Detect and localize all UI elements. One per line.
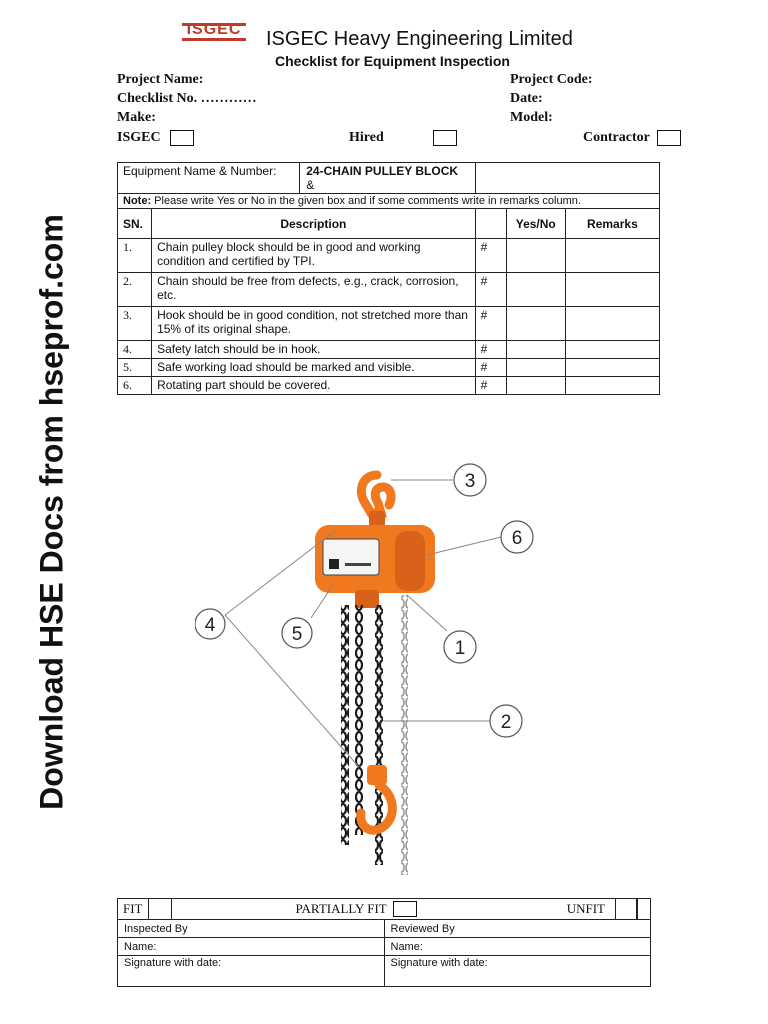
make-label: Make:: [117, 110, 156, 125]
fit-checkbox[interactable]: [149, 899, 172, 919]
note-cell: [118, 194, 660, 209]
row-description: Chain pulley block should be in good and working condition and certified by TPI.: [152, 239, 476, 273]
fit-label: FIT: [118, 899, 149, 919]
equipment-blank: [475, 163, 659, 194]
row-yesno-input[interactable]: [506, 273, 565, 307]
hoist-side-cover: [395, 531, 425, 591]
header-yesno: Yes/No: [506, 209, 565, 239]
row-description: Rotating part should be covered.: [152, 377, 476, 395]
row-remarks-input[interactable]: [565, 307, 659, 341]
load-chain-middle: [355, 605, 363, 835]
contractor-option-label: Contractor: [583, 130, 650, 146]
isgec-option: [117, 130, 194, 146]
callout-1-label: 1: [454, 638, 466, 659]
callout-5-label: 5: [291, 624, 303, 645]
note-label: Note:: [123, 195, 152, 207]
hired-option: [349, 130, 457, 146]
row-yesno-input[interactable]: [506, 341, 565, 359]
row-sn: 6.: [118, 377, 152, 395]
label-plate-mark: [329, 559, 339, 569]
table-row: [118, 377, 660, 395]
row-remarks-input[interactable]: [565, 359, 659, 377]
callout-1: [444, 631, 476, 663]
row-yesno-input[interactable]: [506, 239, 565, 273]
row-description: Safety latch should be in hook.: [152, 341, 476, 359]
row-sn: 2.: [118, 273, 152, 307]
isgec-logo: [182, 20, 246, 46]
row-sn: 3.: [118, 307, 152, 341]
inspected-row: [118, 920, 651, 938]
row-mark: #: [475, 239, 506, 273]
table-row: [118, 359, 660, 377]
name-right-field[interactable]: Name:: [384, 938, 651, 956]
partially-fit-label: PARTIALLY FIT: [295, 901, 387, 916]
label-plate-line: [345, 563, 371, 566]
row-sn: 4.: [118, 341, 152, 359]
name-left-field[interactable]: Name:: [118, 938, 385, 956]
contractor-checkbox[interactable]: [657, 130, 681, 146]
signature-row: [118, 956, 651, 987]
equipment-label: Equipment Name & Number:: [118, 163, 300, 193]
callout-2: [490, 705, 522, 737]
project-name-label: Project Name:: [117, 72, 204, 87]
table-row: [118, 341, 660, 359]
hoist-label-plate: [323, 539, 379, 575]
callout-5: [282, 618, 312, 648]
callout-6: [501, 521, 533, 553]
callout-4-label: 4: [204, 615, 216, 636]
row-mark: #: [475, 359, 506, 377]
header-row: [118, 209, 660, 239]
note-text: Please write Yes or No in the given box and if some comments write in remarks column.: [154, 195, 581, 207]
logo-text: ISGEC: [186, 21, 242, 38]
row-yesno-input[interactable]: [506, 377, 565, 395]
document-subtitle: Checklist for Equipment Inspection: [275, 53, 510, 69]
header-description: Description: [152, 209, 476, 239]
watermark-text: Download HSE Docs from hseprof.com: [33, 214, 70, 810]
load-chain-left: [341, 605, 349, 845]
fit-row: [118, 899, 651, 920]
equipment-cell: [118, 163, 476, 194]
row-mark: #: [475, 273, 506, 307]
company-name: ISGEC Heavy Engineering Limited: [266, 28, 573, 50]
row-mark: #: [475, 307, 506, 341]
hand-chain: [401, 595, 408, 875]
row-remarks-input[interactable]: [565, 341, 659, 359]
row-description: Hook should be in good condition, not stretched more than 15% of its original shape.: [152, 307, 476, 341]
row-remarks-input[interactable]: [565, 273, 659, 307]
header-blank: [475, 209, 506, 239]
row-yesno-input[interactable]: [506, 359, 565, 377]
table-row: [118, 239, 660, 273]
chain-pulley-block-figure: [195, 455, 535, 880]
row-yesno-input[interactable]: [506, 307, 565, 341]
inspected-by-label: Inspected By: [118, 920, 385, 938]
hired-option-label: Hired: [349, 130, 384, 146]
row-remarks-input[interactable]: [565, 377, 659, 395]
equipment-value: 24-CHAIN PULLEY BLOCK: [306, 164, 459, 178]
date-label: Date:: [510, 91, 543, 106]
note-row: [118, 194, 660, 209]
row-mark: #: [475, 377, 506, 395]
signature-right-field[interactable]: Signature with date:: [384, 956, 651, 987]
row-mark: #: [475, 341, 506, 359]
fit-cell: [118, 899, 651, 920]
equipment-row: [118, 163, 660, 194]
callout-2-label: 2: [500, 712, 512, 733]
row-sn: 1.: [118, 239, 152, 273]
hook-mount: [369, 511, 385, 527]
project-code-label: Project Code:: [510, 72, 593, 87]
callout-6-label: 6: [511, 528, 523, 549]
top-hook: [361, 475, 391, 513]
callout-4: [195, 609, 225, 639]
checklist-table: [117, 162, 660, 395]
name-row: [118, 938, 651, 956]
partially-fit-checkbox[interactable]: [393, 901, 417, 917]
row-remarks-input[interactable]: [565, 239, 659, 273]
checklist-no-label: Checklist No. …………: [117, 91, 257, 106]
signoff-table: [117, 898, 651, 987]
row-description: Chain should be free from defects, e.g., crack, corrosion, etc.: [152, 273, 476, 307]
table-row: [118, 307, 660, 341]
model-label: Model:: [510, 110, 553, 125]
table-row: [118, 273, 660, 307]
callout-3-label: 3: [464, 471, 476, 492]
unfit-label: UNFIT: [566, 901, 605, 916]
isgec-option-label: ISGEC: [117, 130, 161, 146]
equipment-value-cell: [300, 163, 474, 193]
callout-3: [454, 464, 486, 496]
reviewed-by-label: Reviewed By: [384, 920, 651, 938]
unfit-checkbox[interactable]: [615, 899, 638, 919]
row-description: Safe working load should be marked and visible.: [152, 359, 476, 377]
row-sn: 5.: [118, 359, 152, 377]
isgec-checkbox[interactable]: [170, 130, 194, 146]
signature-left-field[interactable]: Signature with date:: [118, 956, 385, 987]
header-sn: SN.: [118, 209, 152, 239]
equipment-suffix: &: [306, 178, 315, 192]
contractor-option: [583, 130, 681, 146]
header-remarks: Remarks: [565, 209, 659, 239]
hired-checkbox[interactable]: [433, 130, 457, 146]
